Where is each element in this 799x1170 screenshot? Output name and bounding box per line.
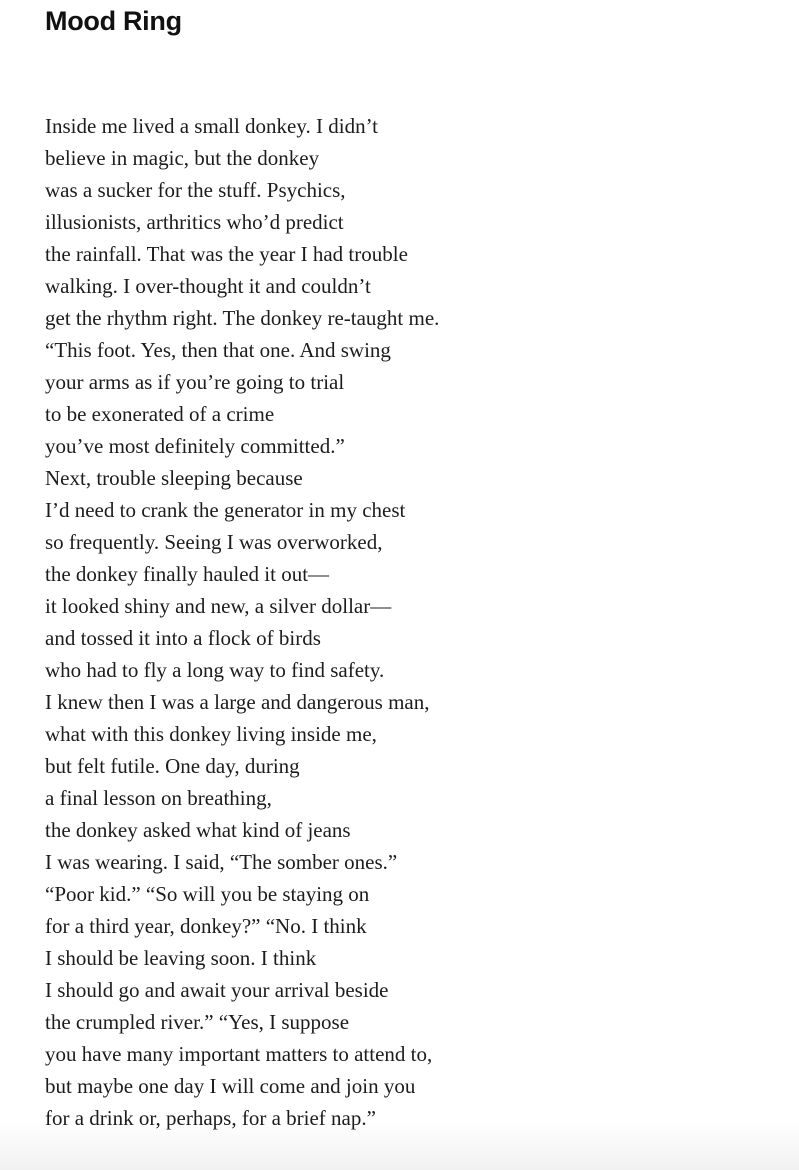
- poem-line: so frequently. Seeing I was overworked,: [45, 530, 383, 554]
- poem-line: to be exonerated of a crime: [45, 402, 275, 426]
- poem-line: I knew then I was a large and dangerous man,: [45, 690, 430, 714]
- poem-line: “Poor kid.” “So will you be staying on: [45, 882, 370, 906]
- poem-line: “This foot. Yes, then that one. And swing: [45, 338, 391, 362]
- poem-line: the donkey finally hauled it out—: [45, 562, 330, 586]
- poem-line: your arms as if you’re going to trial: [45, 370, 345, 394]
- poem-line: Inside me lived a small donkey. I didn’t: [45, 114, 379, 138]
- poem-title: Mood Ring: [45, 6, 182, 36]
- poem-line: and tossed it into a flock of birds: [45, 626, 321, 650]
- poem-line: illusionists, arthritics who’d predict: [45, 210, 344, 234]
- poem-line: I should go and await your arrival beside: [45, 978, 389, 1002]
- poem-line: believe in magic, but the donkey: [45, 146, 320, 170]
- poem-line: what with this donkey living inside me,: [45, 722, 377, 746]
- poem-line: I should be leaving soon. I think: [45, 946, 317, 970]
- poem-line: for a drink or, perhaps, for a brief nap.”: [45, 1106, 376, 1130]
- poem-line: but maybe one day I will come and join you: [45, 1074, 416, 1098]
- poem-line: I was wearing. I said, “The somber ones.”: [45, 850, 398, 874]
- poem-body: [45, 110, 765, 1134]
- poem-line: walking. I over-thought it and couldn’t: [45, 274, 371, 298]
- poem-line: Next, trouble sleeping because: [45, 466, 303, 490]
- poem-line: a final lesson on breathing,: [45, 786, 272, 810]
- poem-line: was a sucker for the stuff. Psychics,: [45, 178, 346, 202]
- poem-line: the donkey asked what kind of jeans: [45, 818, 351, 842]
- poem-line: get the rhythm right. The donkey re-taught me.: [45, 306, 440, 330]
- poem-line: it looked shiny and new, a silver dollar—: [45, 594, 392, 618]
- poem-line: for a third year, donkey?” “No. I think: [45, 914, 367, 938]
- poem-line: the rainfall. That was the year I had trouble: [45, 242, 408, 266]
- poem-line: who had to fly a long way to find safety.: [45, 658, 385, 682]
- poem-line: you have many important matters to attend to,: [45, 1042, 433, 1066]
- poem-line: you’ve most definitely committed.”: [45, 434, 345, 458]
- poem-line: but felt futile. One day, during: [45, 754, 300, 778]
- poem-line: the crumpled river.” “Yes, I suppose: [45, 1010, 350, 1034]
- poem-line: I’d need to crank the generator in my chest: [45, 498, 406, 522]
